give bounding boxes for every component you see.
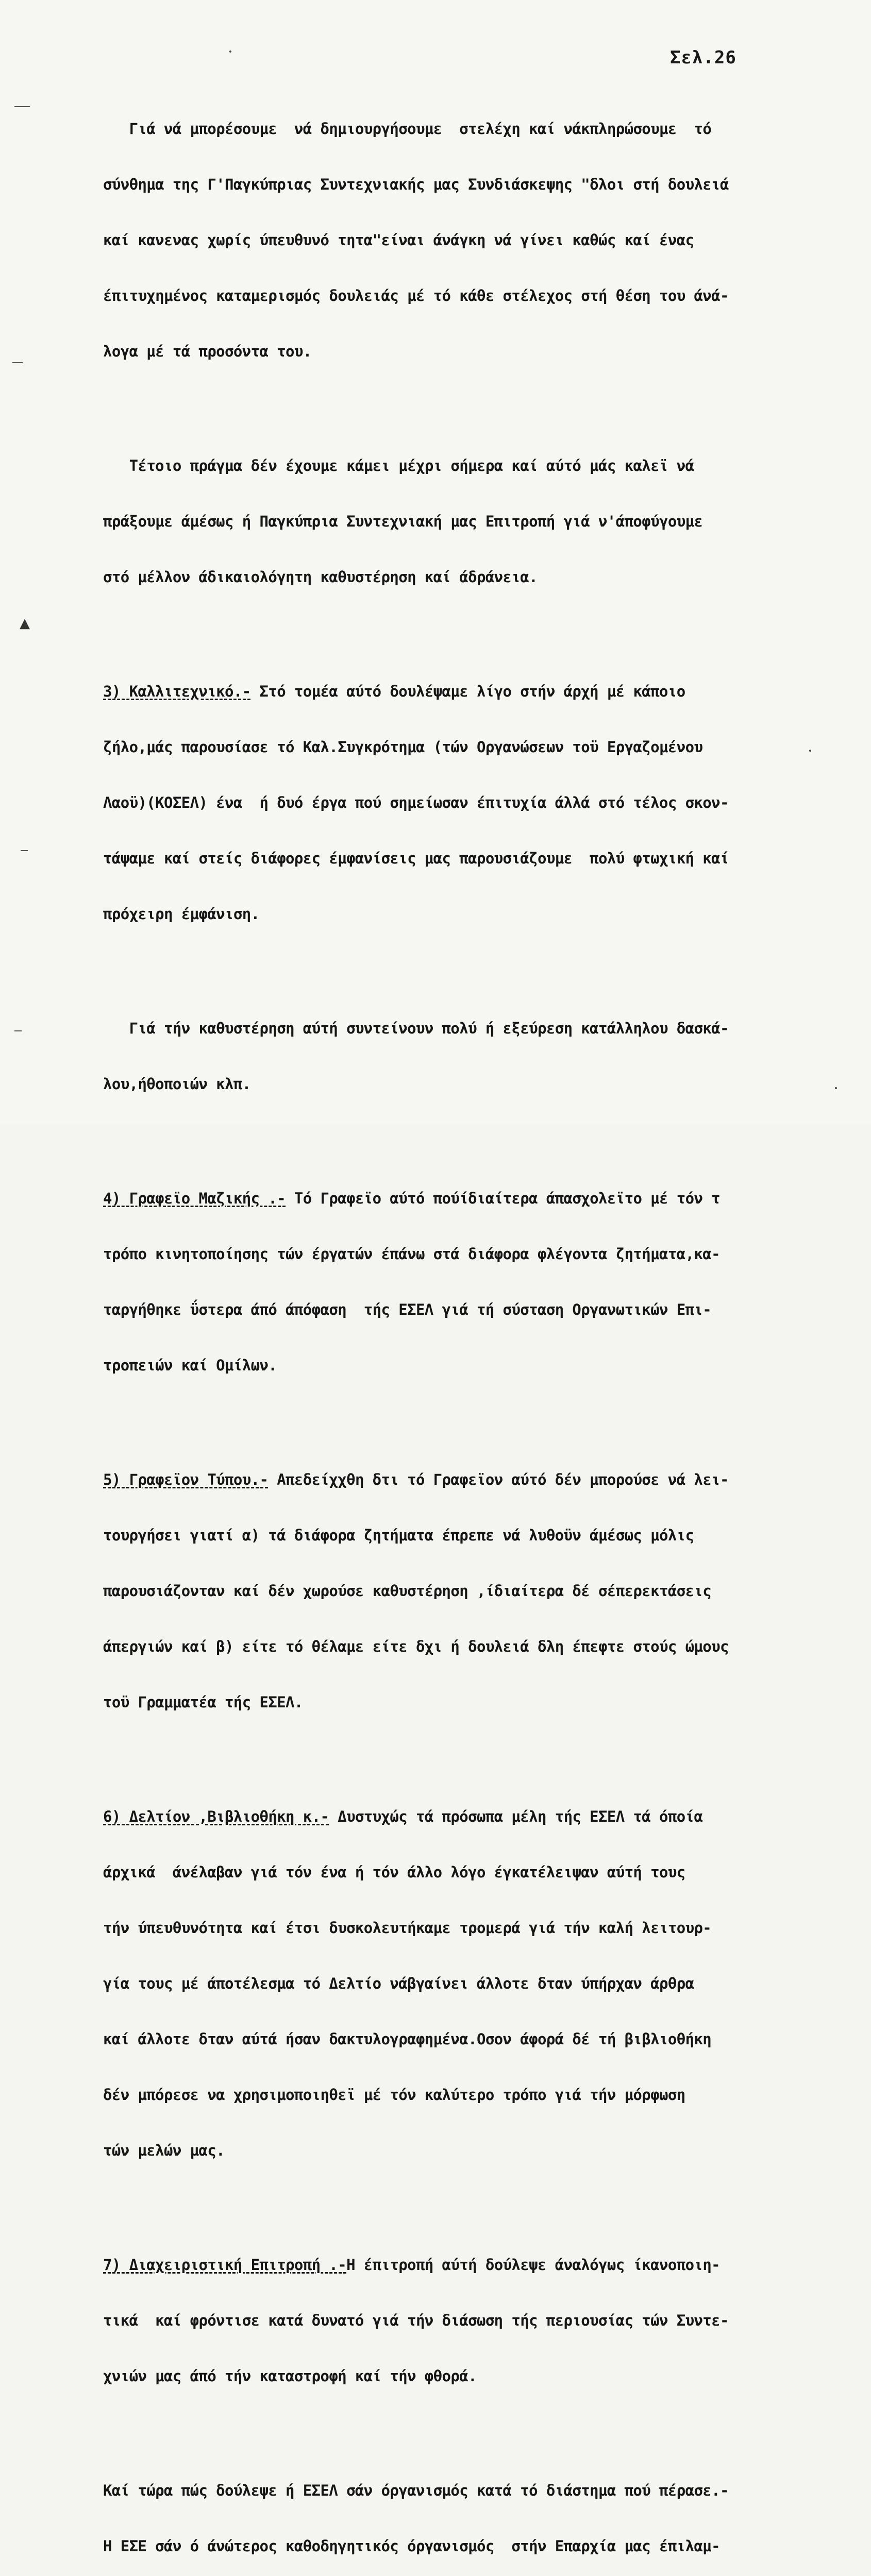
section-heading: 6) Δελτίον ,Βιβλιοθήκη κ.- [103, 1808, 329, 1825]
text-line: τάψαμε καί στείς διάφορες έμφανίσεις μας παρουσιάζουμε πολύ φτωχική καί [103, 850, 729, 867]
text-line: ζήλο,μάς παρουσίασε τό Καλ.Συγκρότημα (τών Οργανώσεων τοϋ Εργαζομένου [103, 738, 703, 756]
margin-mark [12, 362, 23, 363]
text-line: τροπειών καί Ομίλων. [103, 1357, 277, 1374]
margin-mark [14, 106, 30, 107]
text-line: Στό τομέα αύτό δουλέψαμε λίγο στήν άρχή μέ κάποιο [250, 683, 685, 700]
text-line: λογα μέ τά προσόντα του. [103, 343, 312, 360]
paragraph [103, 82, 863, 398]
scan-speck [229, 50, 231, 53]
text-line: Καί τώρα πώς δούλεψε ή ΕΣΕΛ σάν όργανισμός κατά τό διάστημα πού πέρασε.- [103, 2482, 729, 2499]
text-line: έπιτυχημένος καταμερισμός δουλειάς μέ τό κάθε στέλεχος στή θέση του άνά- [103, 287, 729, 304]
paragraph-section-4 [103, 1152, 863, 1412]
section-heading: 3) Καλλιτεχνικό.- [103, 683, 251, 700]
text-line: Η ΕΣΕ σάν ό άνώτερος καθοδηγητικός όργανισμός στήν Επαρχία μας έπιλαμ- [103, 2537, 721, 2555]
text-line: σύνθημα της Γ'Παγκύπριας Συντεχνιακής μας Συνδιάσκεψης "δλοι στή δουλειά [103, 176, 729, 193]
text-line: τρόπο κινητοποίησης τών έργατών έπάνω στά διάφορα φλέγοντα ζητήματα,κα- [103, 1245, 721, 1263]
text-line: λου,ήθοποιών κλπ. [103, 1075, 251, 1093]
text-line: Η έπιτροπή αύτή δούλεψε άναλόγως ίκανοποιη- [346, 2256, 721, 2274]
text-line: δέν μπόρεσε να χρησιμοποιηθεϊ μέ τόν καλύτερο τρόπο γιά τήν μόρφωση [103, 2086, 685, 2104]
page-number: Σελ.26 [670, 47, 736, 68]
document-body [103, 82, 863, 2576]
text-line: άρχικά άνέλαβαν γιά τόν ένα ή τόν άλλο λόγο έγκατέλειψαν αύτή τους [103, 1863, 685, 1881]
text-line: πρόχειρη έμφάνιση. [103, 905, 260, 923]
text-line: Τέτοιο πράγμα δέν έχουμε κάμει μέχρι σήμερα καί αύτό μάς καλεϊ νά [103, 457, 694, 474]
text-line: στό μέλλον άδικαιολόγητη καθυστέρηση καί άδράνεια. [103, 568, 538, 586]
text-line: καί κανενας χωρίς ύπευθυνό τητα"είναι άνάγκη νά γίνει καθώς καί ένας [103, 231, 694, 249]
text-line: Τό Γραφεϊο αύτό πούίδιαίτερα άπασχολεϊτο μέ τόν τ [286, 1190, 721, 1207]
paragraph [103, 419, 863, 623]
text-line: χνιών μας άπό τήν καταστροφή καί τήν φθορά. [103, 2367, 477, 2385]
section-heading: 4) Γραφεϊο Μαζικής .- [103, 1190, 286, 1207]
text-line: Απεδείχχθη δτι τό Γραφεϊον αύτό δέν μπορούσε νά λει- [268, 1471, 729, 1488]
text-line: Γιά τήν καθυστέρηση αύτή συντείνουν πολύ ή εξεύρεση κατάλληλου δασκά- [103, 1020, 729, 1037]
text-line: τοϋ Γραμματέα τής ΕΣΕΛ. [103, 1693, 303, 1711]
text-line: τουργήσει γιατί α) τά διάφορα ζητήματα έπρεπε νά λυθοϋν άμέσως μόλις [103, 1527, 694, 1544]
paragraph-section-7 [103, 2218, 863, 2422]
text-line: άπεργιών καί β) είτε τό θέλαμε είτε δχι ή δουλειά δλη έπεφτε στούς ώμους [103, 1638, 729, 1655]
text-line: τικά καί φρόντισε κατά δυνατό γιά τήν διάσωση τής περιουσίας τών Συντε- [103, 2312, 729, 2329]
text-line: Λαοϋ)(ΚΟΣΕΛ) ένα ή δυό έργα πού σημείωσαν έπιτυχία άλλά στό τέλος σκον- [103, 794, 729, 811]
text-line: παρουσιάζονταν καί δέν χωρούσε καθυστέρηση ,ίδιαίτερα δέ σέπερεκτάσεις [103, 1582, 712, 1600]
margin-mark [14, 1030, 22, 1031]
section-heading: 5) Γραφεϊον Τύπου.- [103, 1471, 269, 1488]
paragraph [103, 982, 863, 1130]
section-heading: 7) Διαχειριστική Επιτροπή .- [103, 2256, 347, 2274]
paragraph [103, 2444, 863, 2576]
text-line: καί άλλοτε δταν αύτά ήσαν δακτυλογραφημένα.Οσον άφορά δέ τή βιβλιοθήκη [103, 2030, 712, 2048]
text-line: Γιά νά μπορέσουμε νά δημιουργήσουμε στελέχη καί νάκπληρώσουμε τό [103, 120, 712, 138]
margin-mark [21, 850, 28, 851]
paragraph-section-3 [103, 645, 863, 960]
text-line: γία τους μέ άποτέλεσμα τό Δελτίο νάβγαίνει άλλοτε δταν ύπήρχαν άρθρα [103, 1975, 694, 1992]
text-line: πράξουμε άμέσως ή Παγκύπρια Συντεχνιακή μας Επιτροπή γιά ν'άποφύγουμε [103, 513, 703, 530]
text-line: Δυστυχώς τά πρόσωπα μέλη τής ΕΣΕΛ τά όποία [329, 1808, 703, 1825]
text-line: ταργήθηκε ΰστερα άπό άπόφαση τής ΕΣΕΛ γιά τή σύσταση Οργανωτικών Επι- [103, 1301, 712, 1318]
margin-arrow-mark: ▲ [20, 616, 30, 631]
text-line: τών μελών μας. [103, 2142, 225, 2159]
text-line: τήν ύπευθυνότητα καί έτσι δυσκολευτήκαμε τρομερά γιά τήν καλή λειτουρ- [103, 1919, 712, 1937]
paragraph-section-6 [103, 1770, 863, 2197]
paragraph-section-5 [103, 1433, 863, 1749]
